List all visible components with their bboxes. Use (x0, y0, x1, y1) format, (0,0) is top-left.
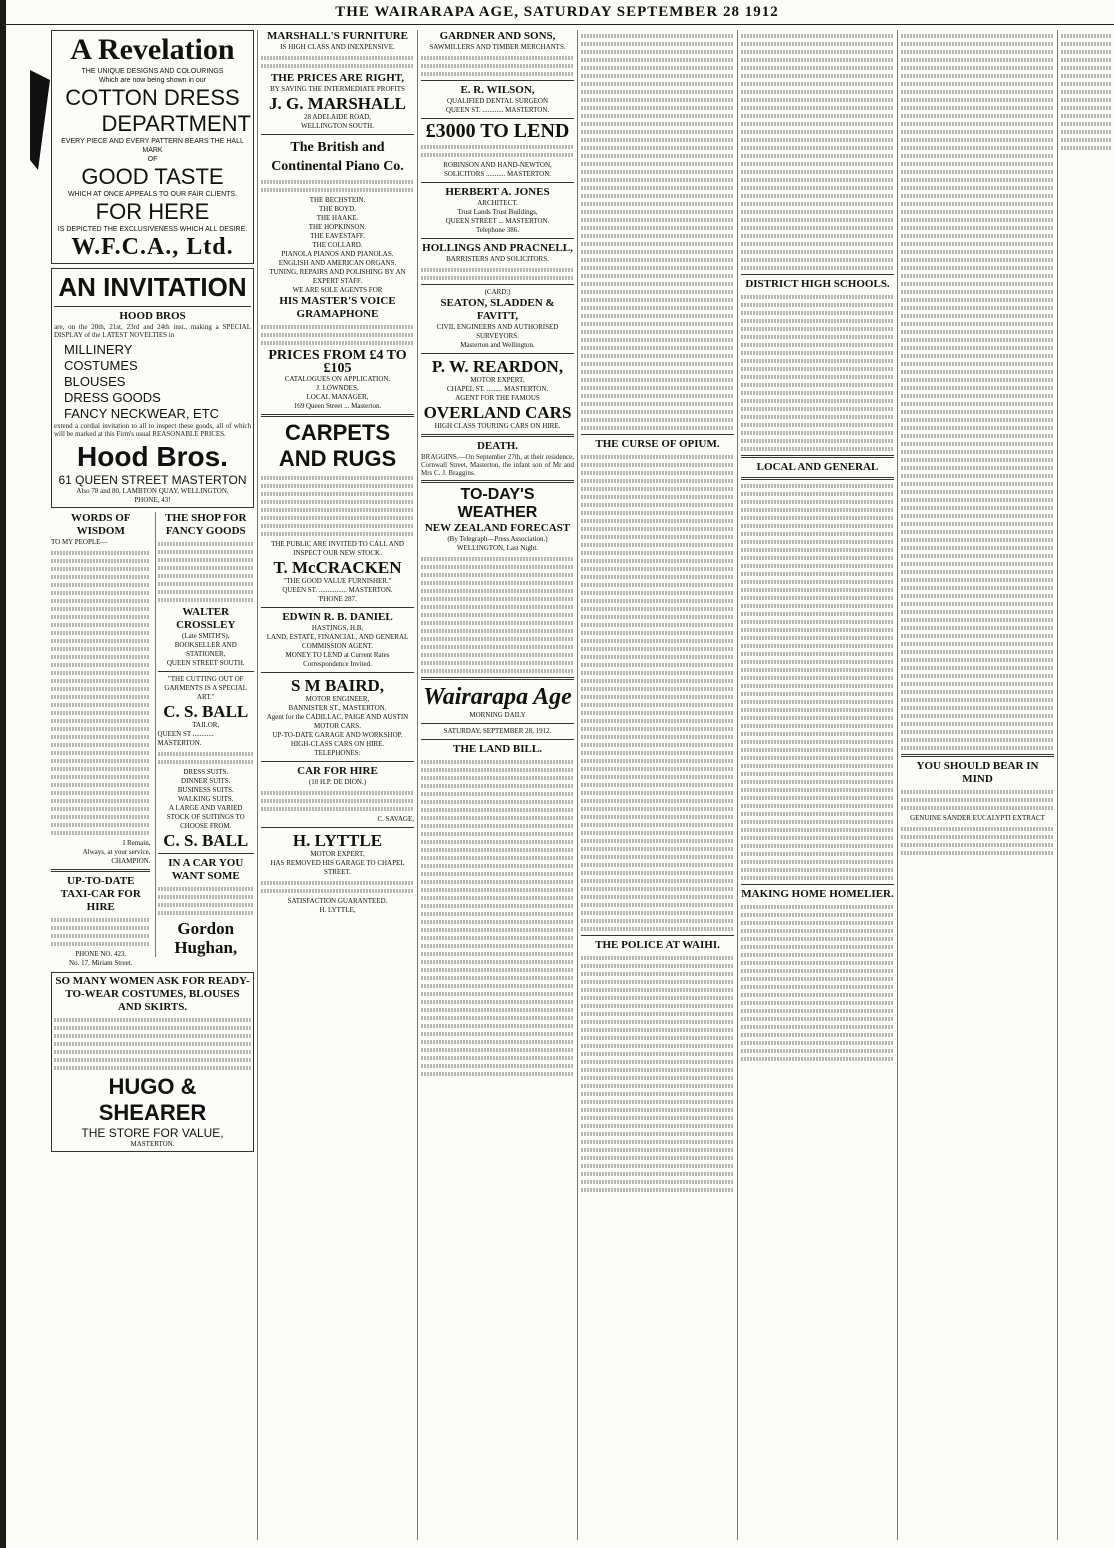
wfca-brand: W.F.C.A., Ltd. (71, 234, 234, 260)
revelation-ad (51, 30, 254, 264)
article-body (581, 455, 734, 931)
lend-text: ROBINSON AND HAND-NEWTON, (443, 161, 552, 169)
lyttle-text: HAS REMOVED HIS GARAGE TO CHAPEL STREET. (270, 859, 405, 876)
shop-column (155, 512, 254, 957)
reardon-text: MOTOR EXPERT, (470, 376, 525, 384)
mind-headline: YOU SHOULD BEAR IN MIND (916, 760, 1039, 785)
list-item: BLOUSES (64, 374, 126, 389)
wisdom-sub: TO MY PEOPLE— (51, 538, 108, 546)
taxi-address: No. 17, Miriam Street. (69, 959, 133, 967)
seaton-name: SEATON, SLADDEN & FAVITT, (440, 297, 555, 322)
issue-date: SATURDAY, SEPTEMBER 28, 1912. (443, 727, 552, 735)
list-item: COSTUMES (64, 358, 138, 373)
baird-text: UP-TO-DATE GARAGE AND WORKSHOP. (272, 731, 403, 739)
piano-text: ENGLISH AND AMERICAN ORGANS. (278, 259, 397, 267)
jones-text: Trust Lands Trust Buildings, (457, 208, 538, 216)
seaton-head: (CARD.) (484, 288, 511, 296)
wisdom-title: WORDS OF WISDOM (70, 512, 131, 537)
daniel-text: LAND, ESTATE, FINANCIAL, AND GENERAL COMMISSION AGENT. (266, 633, 409, 650)
gardner-text: SAWMILLERS AND TIMBER MERCHANTS. (429, 43, 566, 51)
list-item: DRESS GOODS (64, 390, 161, 405)
list-item: FANCY NECKWEAR, ETC (64, 406, 220, 421)
taxi-title: UP-TO-DATE TAXI-CAR FOR HIRE (60, 875, 141, 913)
weather-title: TO-DAY'S WEATHER (457, 486, 538, 521)
mccracken-phone: 'PHONE 287. (318, 595, 357, 603)
baird-name: S M BAIRD, (290, 676, 385, 695)
daniel-name: EDWIN R. B. DANIEL (282, 611, 393, 623)
hollings-name: HOLLINGS AND PRACNELL, (422, 242, 573, 254)
article-body (741, 295, 894, 451)
list-item: THE EAVESTAFF. (310, 232, 365, 240)
torn-page-edge (0, 0, 40, 1548)
police-title: THE POLICE AT WAIHI. (595, 939, 720, 951)
hugo-tagline: THE STORE FOR VALUE, (81, 1126, 224, 1140)
piano-text: 169 Queen Street ... Masterton. (293, 402, 382, 410)
signoff: CHAMPION. (111, 857, 151, 865)
reardon-text: AGENT FOR THE FAMOUS (455, 394, 540, 402)
daniel-text: Correspondence Invited. (303, 660, 372, 668)
article-body (421, 760, 574, 1076)
list-item: THE HAAKE. (316, 214, 359, 222)
car-title: IN A CAR YOU WANT SOME (168, 857, 244, 882)
seaton-text: CIVIL ENGINEERS AND AUTHORISED SURVEYORS. (436, 323, 559, 340)
crossley-name: WALTER CROSSLEY (176, 606, 236, 631)
crossley-text: BOOKSELLER AND STATIONER, (174, 641, 237, 658)
reardon-text: OVERLAND CARS (423, 403, 572, 422)
mccracken-name: T. McCRACKEN (273, 558, 402, 577)
carhire-title: CAR FOR HIRE (297, 765, 378, 777)
torn-paper-fragment (30, 70, 50, 170)
hugo-place: MASTERTON. (130, 1140, 175, 1148)
hugo-headline: SO MANY WOMEN ASK FOR READY-TO-WEAR COSTUMES, BLOUSES AND SKIRTS. (55, 975, 250, 1013)
reardon-name: P. W. REARDON, (431, 357, 564, 376)
ad-text: IS DEPICTED THE EXCLUSIVENESS WHICH ALL DESIRE. (57, 226, 248, 233)
carpets-text: THE PUBLIC ARE INVITED TO CALL AND INSPECT OUR NEW STOCK. (271, 540, 404, 557)
cutting-title: "THE CUTTING OUT OF GARMENTS IS A SPECIAL ART." (164, 675, 248, 701)
lyttle-text: MOTOR EXPERT, (310, 850, 365, 858)
marshall-place: WELLINGTON SOUTH. (301, 122, 374, 130)
ad-text: WHICH AT ONCE APPEALS TO OUR FAIR CLIENTS. (67, 191, 238, 198)
daniel-text: HASTINGS, H.B, (311, 624, 364, 632)
piano-text: GRAMAPHONE (296, 308, 379, 320)
list-item: BUSINESS SUITS. (177, 786, 234, 794)
list-item: DRESS SUITS. (183, 768, 229, 776)
reardon-text: HIGH CLASS TOURING CARS ON HIRE. (434, 422, 561, 430)
weather-sub: NEW ZEALAND FORECAST (424, 522, 571, 534)
crossley-sub: (Late SMITH'S), (181, 632, 230, 640)
ball-name-2: C. S. BALL (163, 831, 249, 850)
wilson-text: QUALIFIED DENTAL SURGEON (446, 97, 549, 105)
piano-text: J. LOWNDES, (316, 384, 359, 392)
crossley-text: QUEEN STREET SOUTH. (166, 659, 245, 667)
baird-text: HIGH-CLASS CARS ON HIRE. (290, 740, 385, 748)
jones-text: Telephone 386. (475, 226, 520, 234)
page-masthead: THE WAIRARAPA AGE, SATURDAY SEPTEMBER 28 1912 (0, 4, 1114, 25)
savage-name: C. SAVAGE, (377, 815, 414, 823)
piano-text: WE ARE SOLE AGENTS FOR (292, 286, 383, 294)
invitation-items (54, 342, 251, 422)
ad-text: GOOD TASTE (81, 164, 224, 189)
lyttle-text: H. LYTTLE, (319, 906, 356, 914)
list-item: WALKING SUITS. (177, 795, 234, 803)
jones-name: HERBERT A. JONES (445, 186, 550, 198)
wilson-name: E. R. WILSON, (460, 84, 535, 96)
ball-tailor: TAILOR, (192, 721, 220, 729)
piano-text: LOCAL MANAGER, (306, 393, 369, 401)
hollings-text: BARRISTERS AND SOLICITORS. (446, 255, 549, 263)
hugo-shearer-ad (51, 972, 254, 1152)
invitation-dates: are, on the 20th, 21st, 23rd and 24th inst., making a SPECIAL DISPLAY of the LATEST NOVELTIES in (54, 323, 251, 339)
piano-text: TUNING, REPAIRS AND POLISHING BY AN EXPERT STAFF. (269, 268, 406, 285)
article-body (741, 905, 894, 1061)
list-item: DINNER SUITS. (181, 777, 231, 785)
marshall-title: MARSHALL'S FURNITURE (267, 30, 408, 42)
column-6 (898, 30, 1058, 1540)
gardner-title: GARDNER AND SONS, (439, 30, 556, 42)
ball-address: QUEEN ST ............ MASTERTON. (157, 730, 214, 747)
piano-text: PIANOLA PIANOS AND PIANOLAS. (281, 250, 394, 258)
weather-sub2: (By Telegraph—Press Association.) (447, 535, 548, 543)
ad-text: EVERY PIECE AND EVERY PATTERN BEARS THE HALL MARK (61, 138, 244, 154)
article-body (581, 34, 734, 430)
ad-text: THE UNIQUE DESIGNS AND COLOURINGS (81, 68, 224, 75)
hood-address: 61 QUEEN STREET MASTERTON (58, 473, 247, 487)
baird-text: Agent for the CADILLAC, PAIGE AND AUSTIN MOTOR CARS. (266, 713, 409, 730)
death-text: BRAGGINS.—On September 27th, at their residence, Cornwall Street, Masterton, the infant son of Mr and Mrs C. J. Braggins. (421, 453, 574, 477)
list-item: THE HOPKINSON. (308, 223, 367, 231)
seaton-text: Masterton and Wellington. (460, 341, 535, 349)
invitation-title: AN INVITATION (58, 272, 247, 302)
ad-text: DEPARTMENT (101, 111, 251, 136)
local-title: LOCAL AND GENERAL (756, 461, 879, 473)
piano-prices: PRICES FROM £4 TO £105 (268, 348, 407, 376)
hugo-name: HUGO & SHEARER (98, 1074, 207, 1125)
landbill-title: THE LAND BILL. (453, 743, 542, 755)
death-title: DEATH. (476, 440, 519, 452)
wisdom-column (51, 512, 150, 968)
daniel-text: MONEY TO LEND at Current Rates (285, 651, 390, 659)
marshall-name: J. G. MARSHALL (269, 94, 406, 113)
revelation-title: A Revelation (70, 33, 235, 66)
mccracken-address: QUEEN ST. ................ MASTERTON. (282, 586, 393, 594)
jones-text: QUEEN STREET ... MASTERTON. (445, 217, 550, 225)
carhire-sub: (10 H.P. DE DION.) (308, 778, 367, 786)
wilson-address: QUEEN ST. ............ MASTERTON. (445, 106, 550, 114)
lyttle-text: SATISFACTION GUARANTEED. (287, 897, 388, 905)
marshall-text: IS HIGH CLASS AND INEXPENSIVE. (280, 43, 395, 51)
shop-title: THE SHOP FOR FANCY GOODS (165, 512, 247, 537)
district-title: DISTRICT HIGH SCHOOLS. (745, 278, 890, 290)
hood-bros-logo: Hood Bros. (77, 441, 228, 472)
nameplate: Wairarapa Age (423, 684, 572, 710)
piano-title: The British and Continental Piano Co. (271, 140, 404, 174)
piano-text: CATALOGUES ON APPLICATION. (284, 375, 391, 383)
baird-text: MOTOR ENGINEER, (305, 695, 370, 703)
invitation-from: HOOD BROS (119, 310, 186, 322)
article-body (741, 484, 894, 880)
list-item: THE COLLARD. (312, 241, 363, 249)
list-item: THE BECHSTEIN. (309, 196, 366, 204)
weather-sub3: WELLINGTON, Last Night. (456, 544, 539, 552)
list-item: THE BOYD. (319, 205, 356, 213)
mccracken-sub: "THE GOOD VALUE FURNISHER." (283, 577, 392, 585)
signoff: I Remain, (122, 839, 151, 847)
article-body (741, 34, 894, 270)
ad-text: OF (147, 156, 158, 163)
signoff: Always, at your service, (82, 848, 151, 856)
ad-text: COTTON DRESS (65, 85, 240, 110)
baird-text: BANNISTER ST., MASTERTON. (288, 704, 387, 712)
column-1 (48, 30, 258, 1540)
list-item: MILLINERY (64, 342, 133, 357)
marshall-address: 28 ADELAIDE ROAD, (303, 113, 372, 121)
hood-address-2: Also 78 and 80, LAMBTON QUAY, WELLINGTON. (76, 487, 229, 495)
lend-title: £3000 TO LEND (425, 120, 570, 142)
hood-phone: PHONE, 43! (134, 496, 171, 504)
wisdom-text-lines (51, 551, 150, 835)
piano-text: HIS MASTER'S VOICE (279, 295, 396, 307)
taxi-phone: PHONE NO. 423. (75, 950, 127, 958)
marshall-text: BY SAVING THE INTERMEDIATE PROFITS (270, 85, 405, 93)
ball-name: C. S. BALL (163, 702, 249, 721)
article-body (581, 956, 734, 1192)
baird-text: TELEPHONES: (314, 749, 361, 757)
invitation-ad (51, 268, 254, 508)
carpets-title: CARPETS AND RUGS (278, 420, 397, 471)
homelier-title: MAKING HOME HOMELIER. (741, 888, 894, 900)
suiting-ad: A LARGE AND VARIED STOCK OF SUITINGS TO CHOOSE FROM. (166, 804, 245, 830)
lyttle-name: H. LYTTLE (292, 831, 383, 850)
invitation-note: extend a cordial invitation to all to inspect these goods, all of which will be marked at this Firm's usual REASONABLE PRICES. (54, 422, 251, 438)
jones-text: ARCHITECT. (477, 199, 518, 207)
article-body (901, 34, 1054, 750)
column-7 (1058, 30, 1114, 1540)
column-4 (578, 30, 738, 1540)
column-5 (738, 30, 898, 1540)
column-2 (258, 30, 418, 1540)
column-3 (418, 30, 578, 1540)
nameplate-sub: MORNING DAILY (469, 711, 526, 719)
lend-text: SOLICITORS ........... MASTERTON. (443, 170, 552, 178)
mind-text: GENUINE SANDER EUCALYPTI EXTRACT (910, 814, 1045, 822)
marshall-text: THE PRICES ARE RIGHT, (270, 72, 405, 84)
ad-text: Which are now being shown in our (98, 77, 206, 84)
hughan-name: Gordon Hughan, (174, 919, 238, 957)
ad-text: FOR HERE (95, 199, 210, 224)
reardon-text: CHAPEL ST. ......... MASTERTON. (446, 385, 549, 393)
opium-title: THE CURSE OF OPIUM. (595, 438, 720, 450)
